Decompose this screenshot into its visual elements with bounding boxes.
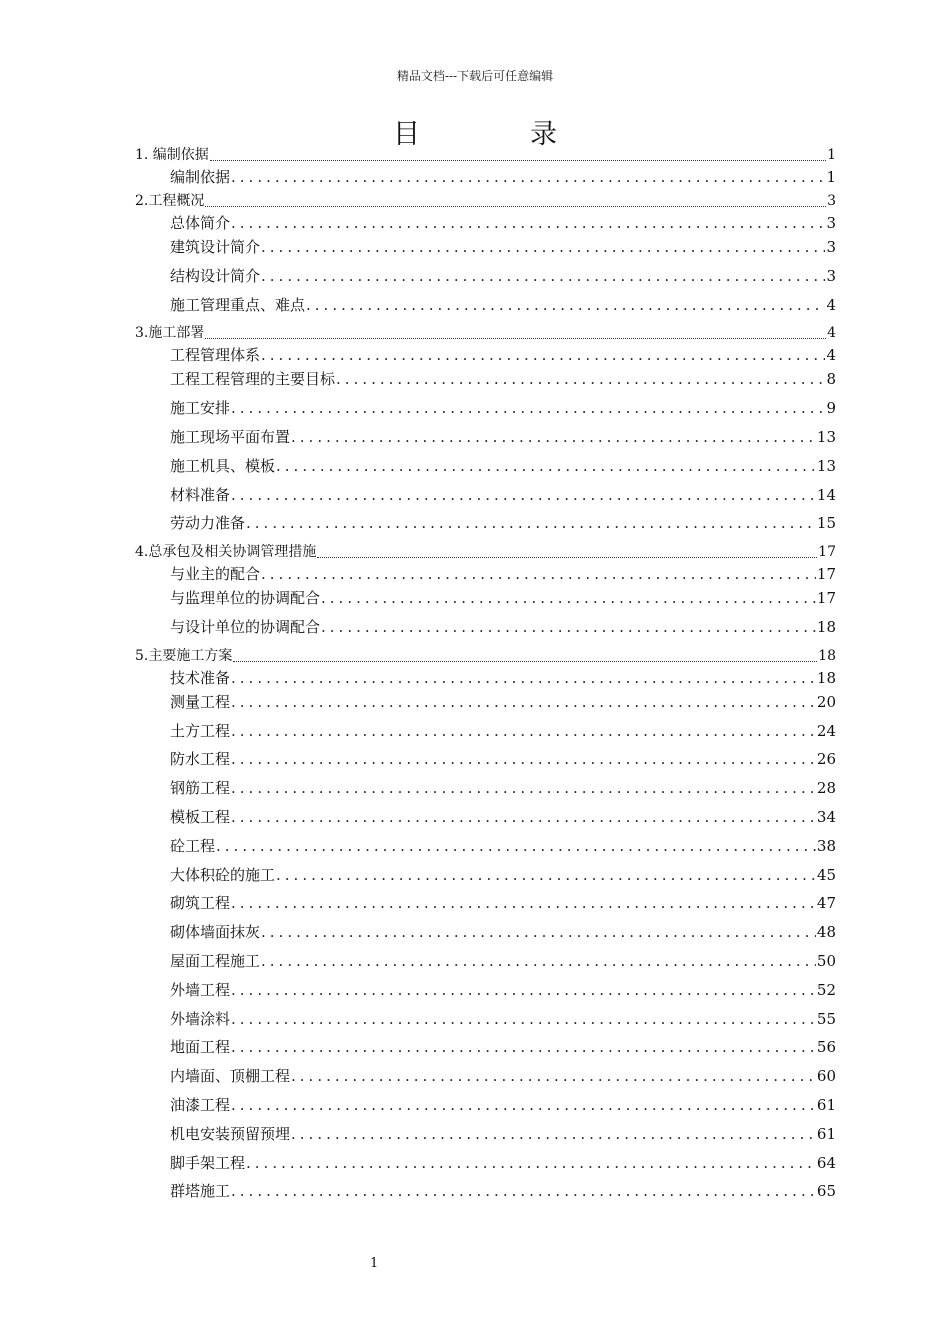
- toc-subsection-entry[interactable]: [135, 1123, 836, 1152]
- toc-entry-page: 65: [816, 1182, 836, 1201]
- dot-leader: [231, 722, 816, 740]
- page-header: 精品文档---下载后可任意编辑: [396, 69, 554, 83]
- toc-subsection-entry[interactable]: [135, 212, 836, 236]
- dot-leader: [261, 923, 816, 941]
- toc-entry-label: 测量工程: [170, 692, 231, 711]
- dot-leader: [233, 661, 817, 662]
- dot-leader: [321, 618, 816, 636]
- dot-leader: [336, 370, 825, 388]
- dot-leader: [261, 238, 825, 256]
- dot-leader: [261, 565, 816, 583]
- toc-entry-page: 52: [816, 980, 836, 999]
- toc-entry-label: 工程管理体系: [170, 346, 261, 365]
- toc-subsection-entry[interactable]: [135, 806, 836, 835]
- toc-section-entry[interactable]: [135, 322, 836, 344]
- toc-entry-label: 总体简介: [170, 214, 231, 232]
- toc-entry-page: 47: [816, 894, 836, 913]
- page-number: 1: [370, 1256, 379, 1271]
- toc-subsection-entry[interactable]: [135, 166, 836, 190]
- toc-section-entry[interactable]: [135, 541, 836, 563]
- toc-entry-label: 结构设计简介: [170, 266, 261, 285]
- toc-subsection-entry[interactable]: [135, 368, 836, 397]
- toc-entry-page: 17: [818, 544, 836, 561]
- toc-entry-page: 3: [826, 266, 836, 285]
- toc-subsection-entry[interactable]: [135, 344, 836, 368]
- toc-entry-page: 18: [818, 647, 836, 664]
- toc-entry-page: 55: [816, 1009, 836, 1028]
- toc-entry-page: 45: [816, 865, 836, 884]
- toc-entry-page: 18: [816, 668, 836, 687]
- toc-entry-page: 3: [827, 193, 836, 209]
- toc-entry-page: 20: [816, 692, 836, 711]
- toc-subsection-entry[interactable]: [135, 236, 836, 265]
- toc-entry-page: 3: [826, 238, 836, 256]
- toc-entry-label: 模板工程: [170, 807, 231, 826]
- toc-entry-label: 编制依据: [170, 168, 231, 186]
- toc-subsection-entry[interactable]: [135, 667, 836, 691]
- toc-subsection-entry[interactable]: [135, 616, 836, 645]
- toc-entry-page: 1: [826, 168, 836, 186]
- toc-entry-label: 土方工程: [170, 721, 231, 740]
- toc-entry-label: 技术准备: [170, 668, 231, 687]
- toc-entry-page: 50: [816, 951, 836, 970]
- toc-entry-label: 工程工程管理的主要目标: [170, 370, 336, 389]
- toc-entry-page: 8: [826, 370, 836, 389]
- dot-leader: [216, 837, 816, 855]
- toc-entry-label: 外墙涂料: [170, 1009, 231, 1028]
- toc-entry-label: 地面工程: [170, 1038, 231, 1057]
- toc-subsection-entry[interactable]: [135, 294, 836, 323]
- toc-subsection-entry[interactable]: [135, 950, 836, 979]
- toc-entry-page: 61: [816, 1124, 836, 1143]
- dot-leader: [246, 514, 816, 532]
- dot-leader: [231, 1182, 816, 1200]
- toc-entry-label: 1. 编制依据: [135, 147, 209, 163]
- toc-entry-page: 13: [816, 456, 836, 475]
- toc-entry-label: 施工机具、模板: [170, 456, 276, 475]
- dot-leader: [261, 952, 816, 970]
- toc-subsection-entry[interactable]: [135, 691, 836, 720]
- dot-leader: [231, 1038, 816, 1056]
- dot-leader: [276, 866, 816, 884]
- dot-leader: [231, 894, 816, 912]
- toc-entry-page: 14: [816, 485, 836, 504]
- toc-subsection-entry[interactable]: [135, 777, 836, 806]
- toc-entry-page: 61: [816, 1095, 836, 1114]
- toc-entry-page: 18: [816, 617, 836, 636]
- table-of-contents: [135, 144, 836, 1209]
- toc-subsection-entry[interactable]: [135, 1008, 836, 1037]
- toc-entry-page: 17: [816, 565, 836, 584]
- dot-leader: [231, 808, 816, 826]
- toc-entry-label: 内墙面、顶棚工程: [170, 1067, 291, 1086]
- toc-subsection-entry[interactable]: [135, 1094, 836, 1123]
- toc-entry-label: 与监理单位的协调配合: [170, 589, 321, 608]
- toc-subsection-entry[interactable]: [135, 397, 836, 426]
- toc-section-entry[interactable]: [135, 144, 836, 166]
- dot-leader: [231, 486, 816, 504]
- dot-leader: [205, 206, 826, 207]
- toc-subsection-entry[interactable]: [135, 1036, 836, 1065]
- dot-leader: [231, 399, 825, 417]
- toc-entry-label: 大体积砼的施工: [170, 865, 276, 884]
- toc-title-char-1: 目: [393, 119, 420, 150]
- toc-subsection-entry[interactable]: [135, 892, 836, 921]
- toc-entry-label: 2.工程概况: [135, 193, 205, 209]
- toc-entry-page: 26: [816, 750, 836, 769]
- toc-entry-page: 4: [826, 295, 836, 314]
- toc-entry-page: 48: [816, 923, 836, 942]
- toc-entry-page: 4: [827, 325, 836, 342]
- dot-leader: [291, 428, 816, 446]
- toc-entry-page: 64: [816, 1153, 836, 1172]
- toc-entry-label: 4.总承包及相关协调管理措施: [135, 544, 317, 561]
- dot-leader: [306, 296, 825, 314]
- toc-entry-label: 脚手架工程: [170, 1153, 246, 1172]
- toc-subsection-entry[interactable]: [135, 265, 836, 294]
- dot-leader: [231, 981, 816, 999]
- toc-entry-label: 防水工程: [170, 750, 231, 769]
- toc-entry-label: 机电安装预留预埋: [170, 1124, 291, 1143]
- toc-title-char-2: 录: [530, 119, 557, 150]
- toc-subsection-entry[interactable]: [135, 835, 836, 864]
- toc-subsection-entry[interactable]: [135, 512, 836, 541]
- toc-entry-label: 施工现场平面布置: [170, 427, 291, 446]
- dot-leader: [231, 693, 816, 711]
- toc-entry-page: 28: [816, 779, 836, 798]
- toc-subsection-entry[interactable]: [135, 455, 836, 484]
- toc-entry-page: 24: [816, 721, 836, 740]
- toc-subsection-entry[interactable]: [135, 563, 836, 587]
- dot-leader: [231, 168, 825, 186]
- toc-entry-label: 砼工程: [170, 836, 216, 855]
- toc-entry-page: 56: [816, 1038, 836, 1057]
- toc-entry-label: 与设计单位的协调配合: [170, 617, 321, 636]
- toc-entry-page: 1: [827, 147, 836, 163]
- toc-entry-label: 群塔施工: [170, 1182, 231, 1201]
- toc-entry-label: 5.主要施工方案: [135, 647, 233, 664]
- toc-entry-label: 施工管理重点、难点: [170, 295, 306, 314]
- toc-entry-label: 与业主的配合: [170, 565, 261, 584]
- toc-entry-label: 施工安排: [170, 399, 231, 418]
- toc-subsection-entry[interactable]: [135, 720, 836, 749]
- toc-entry-page: 13: [816, 427, 836, 446]
- toc-entry-label: 钢筋工程: [170, 779, 231, 798]
- toc-entry-page: 3: [826, 214, 836, 232]
- toc-subsection-entry[interactable]: [135, 587, 836, 616]
- dot-leader: [321, 589, 816, 607]
- dot-leader: [231, 214, 825, 232]
- toc-subsection-entry[interactable]: [135, 1065, 836, 1094]
- toc-section-entry[interactable]: [135, 645, 836, 667]
- toc-entry-page: 60: [816, 1067, 836, 1086]
- toc-section-entry[interactable]: [135, 190, 836, 212]
- toc-entry-page: 15: [816, 514, 836, 533]
- dot-leader: [276, 457, 816, 475]
- dot-leader: [231, 1096, 816, 1114]
- toc-subsection-entry[interactable]: [135, 426, 836, 455]
- toc-entry-page: 17: [816, 589, 836, 608]
- dot-leader: [210, 160, 826, 161]
- toc-subsection-entry[interactable]: [135, 1180, 836, 1209]
- dot-leader: [246, 1154, 816, 1172]
- toc-subsection-entry[interactable]: [135, 748, 836, 777]
- dot-leader: [231, 1010, 816, 1028]
- toc-subsection-entry[interactable]: [135, 864, 836, 893]
- toc-subsection-entry[interactable]: [135, 484, 836, 513]
- toc-entry-label: 砌筑工程: [170, 894, 231, 913]
- dot-leader: [261, 267, 825, 285]
- dot-leader: [291, 1067, 816, 1085]
- dot-leader: [291, 1125, 816, 1143]
- toc-entry-page: 9: [826, 399, 836, 418]
- dot-leader: [231, 779, 816, 797]
- toc-subsection-entry[interactable]: [135, 1152, 836, 1181]
- toc-entry-label: 劳动力准备: [170, 514, 246, 533]
- toc-entry-page: 4: [826, 346, 836, 365]
- toc-entry-page: 38: [816, 836, 836, 855]
- dot-leader: [231, 750, 816, 768]
- dot-leader: [205, 338, 826, 339]
- toc-entry-label: 屋面工程施工: [170, 951, 261, 970]
- toc-entry-page: 34: [816, 807, 836, 826]
- toc-entry-label: 材料准备: [170, 485, 231, 504]
- toc-subsection-entry[interactable]: [135, 921, 836, 950]
- toc-entry-label: 砌体墙面抹灰: [170, 923, 261, 942]
- toc-entry-label: 建筑设计简介: [170, 238, 261, 256]
- toc-entry-label: 外墙工程: [170, 980, 231, 999]
- dot-leader: [317, 557, 817, 558]
- toc-entry-label: 油漆工程: [170, 1095, 231, 1114]
- toc-subsection-entry[interactable]: [135, 979, 836, 1008]
- dot-leader: [261, 346, 825, 364]
- dot-leader: [231, 669, 816, 687]
- toc-entry-label: 3.施工部署: [135, 325, 205, 342]
